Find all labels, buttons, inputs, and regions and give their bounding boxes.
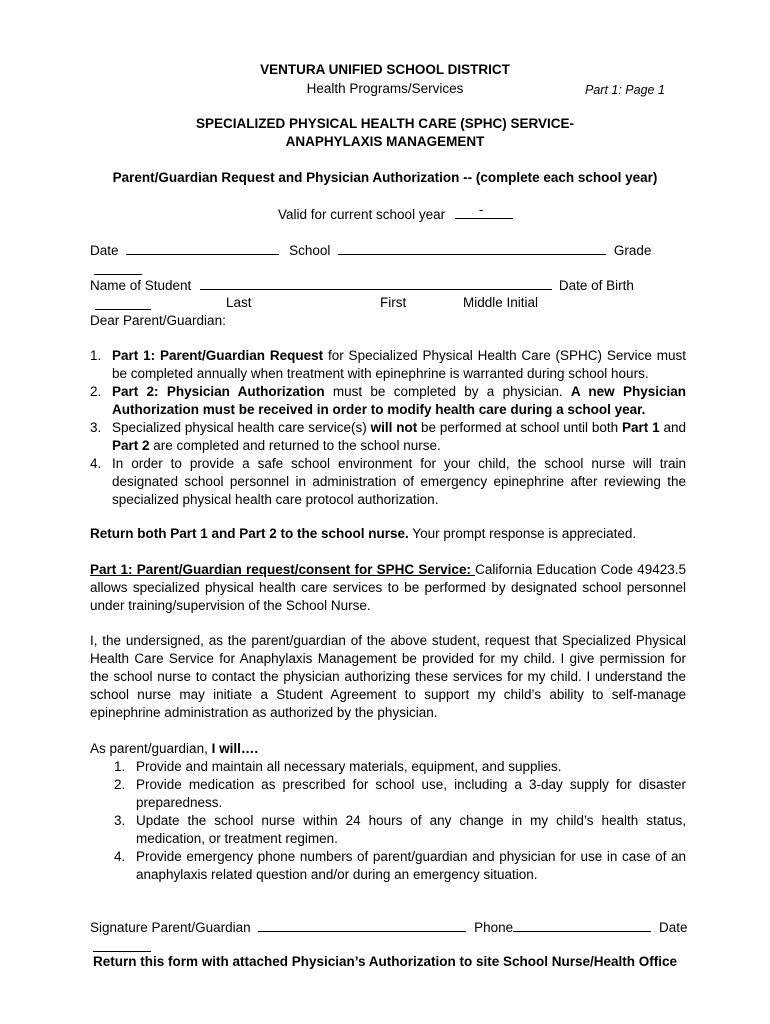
instruction-3: 3. Specialized physical health care service(s) will not be performed at school until both Part 1 and Part 2 are completed and returned to the school nurse.: [90, 420, 686, 453]
grade-label: Grade: [613, 243, 652, 258]
dob-input[interactable]: [95, 295, 151, 310]
grade-input[interactable]: [94, 260, 142, 275]
signature-date-label: Date: [658, 920, 688, 935]
signature-label: Signature Parent/Guardian: [90, 920, 251, 935]
page-label: Part 1: Page 1: [585, 83, 665, 97]
signature-date-input[interactable]: [93, 937, 151, 952]
greeting: Dear Parent/Guardian:: [90, 313, 226, 328]
footer-note: Return this form with attached Physician’s Authorization to site School Nurse/Health Office: [92, 954, 678, 969]
student-name-input[interactable]: [200, 275, 552, 290]
i-will-list: [114, 758, 686, 884]
consent-paragraph: I, the undersigned, as the parent/guardian of the above student, request that Specialized Physical Health Care Service for Anaphylaxis Management be provided for my child. I give permission for the school nurse to contact the physician authorizing these services for my child. I understand the school nurse may initiate a Student Agreement to support my child’s ability to self-manage epinephrine administration as authorized by the physician.: [90, 633, 686, 720]
part1-text: California Education Code 49423.5 allows specialized physical health care services to be performed by designated school personnel under training/supervision of the School Nurse.: [90, 562, 686, 613]
part1-heading: Part 1: Parent/Guardian request/consent for SPHC Service:: [90, 562, 476, 577]
form-title-line1: SPECIALIZED PHYSICAL HEALTH CARE (SPHC) SERVICE-: [195, 116, 575, 131]
school-year-input[interactable]: [455, 204, 513, 219]
date-label: Date: [90, 243, 119, 258]
school-year-dash: -: [478, 202, 484, 217]
instruction-1: 1. Part 1: Parent/Guardian Request for Specialized Physical Health Care (SPHC) Service must be completed annually when treatment with epinephrine is warranted during school hours.: [90, 348, 687, 381]
department-name: Health Programs/Services: [306, 81, 464, 96]
phone-input[interactable]: [513, 917, 651, 932]
part1-section: [90, 561, 686, 615]
last-name-label: Last: [226, 295, 252, 310]
i-will-item-3: 3. Update the school nurse within 24 hours of any change in my child’s health status, medication, or treatment regimen.: [114, 813, 686, 846]
form-title-line2: ANAPHYLAXIS MANAGEMENT: [285, 134, 485, 149]
return-note: Return both Part 1 and Part 2 to the school nurse. Your prompt response is appreciated.: [90, 526, 637, 541]
student-name-label: Name of Student: [90, 278, 192, 293]
date-school-grade-row: [90, 240, 690, 280]
date-input[interactable]: [126, 240, 279, 255]
form-subtitle: Parent/Guardian Request and Physician Authorization -- (complete each school year): [112, 170, 658, 185]
dob-label: Date of Birth: [558, 278, 634, 293]
i-will-item-1: 1. Provide and maintain all necessary materials, equipment, and supplies.: [114, 759, 562, 774]
instruction-4: 4. In order to provide a safe school environment for your child, the school nurse will train designated school personnel in administration of emergency epinephrine after reviewing the specialized physical health care protocol authorization.: [90, 456, 686, 507]
valid-year-label: Valid for current school year: [278, 207, 446, 222]
phone-label: Phone: [474, 920, 514, 935]
district-name: VENTURA UNIFIED SCHOOL DISTRICT: [260, 62, 510, 77]
instruction-2: 2. Part 2: Physician Authorization must be completed by a physician. A new Physician Authorization must be received in order to modify health care during a school year.: [90, 384, 686, 417]
i-will-item-2: 2. Provide medication as prescribed for school use, including a 3-day supply for disaster preparedness.: [114, 777, 686, 810]
i-will-item-4: 4. Provide emergency phone numbers of parent/guardian and physician for use in case of an anaphylaxis related question and/or during an emergency situation.: [114, 849, 686, 882]
i-will-intro: As parent/guardian, I will….: [90, 741, 259, 756]
signature-input[interactable]: [258, 917, 466, 932]
school-label: School: [289, 243, 331, 258]
school-input[interactable]: [338, 240, 606, 255]
middle-initial-label: Middle Initial: [463, 295, 539, 310]
instructions-list: [90, 347, 686, 509]
valid-year-row: [278, 204, 513, 224]
signature-row: [90, 917, 730, 957]
first-name-label: First: [380, 295, 407, 310]
